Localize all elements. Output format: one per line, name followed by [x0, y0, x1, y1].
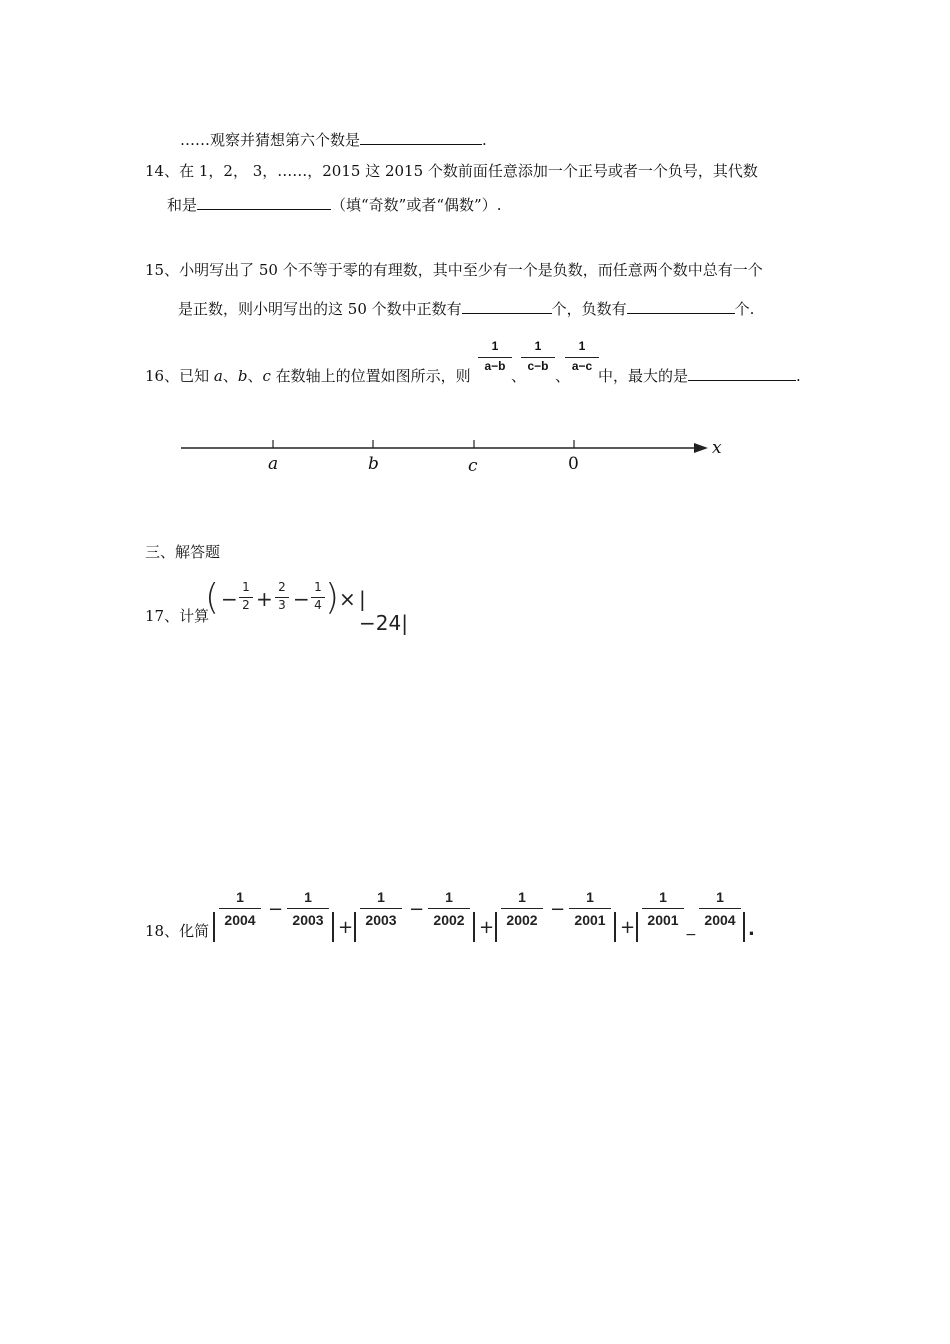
q18-g1-b-num: 1: [287, 888, 329, 909]
q16-frac-sep-2: 、: [555, 367, 571, 385]
section-title: 三、解答题: [145, 543, 221, 561]
q17-frac3-den: 4: [314, 598, 322, 612]
q17-right-paren: ): [325, 577, 340, 618]
q18-g4-b-den: 2004: [704, 912, 736, 928]
q18-g1-a-num: 1: [219, 888, 261, 909]
number-line-arrow: [694, 443, 708, 453]
q17-sign-2: +: [256, 587, 273, 611]
tick-label-b: b: [368, 454, 379, 474]
axis-label-x: x: [712, 438, 722, 458]
q18-g2-a-num: 1: [360, 888, 402, 909]
q16-mid: 在数轴上的位置如图所示，则: [270, 367, 471, 385]
q15-line2-c: 个.: [734, 300, 755, 318]
q14-line2-post: （填“奇数”或者“偶数”）.: [331, 196, 502, 214]
q18-g3-b-den: 2001: [574, 912, 606, 928]
q18-g4-frac-a: [642, 888, 684, 931]
q15-line2-b: 个，负数有: [551, 300, 627, 318]
q18-g2-a-den: 2003: [365, 912, 397, 928]
q17-left-paren: (: [205, 577, 220, 618]
q18-abs-left-1: [213, 912, 215, 942]
q14-line1: 14、在 1，2， 3，……，2015 这 2015 个数前面任意添加一个正号或者一个负号，其代数: [145, 162, 758, 180]
q17-sign-3: −: [293, 587, 310, 611]
q18-g1-frac-b: [287, 888, 329, 931]
q17-frac1-num: 1: [239, 581, 253, 598]
q18-g1-minus: −: [268, 899, 284, 920]
tick-label-a: a: [268, 454, 279, 474]
q17-times: ×: [339, 587, 356, 611]
q18-g2-frac-a: [360, 888, 402, 931]
q18-plus-2: +: [479, 917, 495, 938]
q16-frac2-num: 1: [521, 339, 555, 358]
q16-pre: 16、已知: [145, 367, 214, 385]
q15-line1: 15、小明写出了 50 个不等于零的有理数，其中至少有一个是负数，而任意两个数中总有一个: [145, 261, 763, 279]
q17-frac-3: [311, 581, 325, 613]
q17-frac2-den: 3: [278, 598, 286, 612]
q18-g3-minus: −: [550, 899, 566, 920]
q16-end: .: [796, 367, 801, 385]
q18-abs-left-3: [495, 912, 497, 942]
q18-g1-frac-a: [219, 888, 261, 931]
q18-g2-frac-b: [428, 888, 470, 931]
q18-abs-right-2: [473, 912, 475, 942]
q18-g4-b-num: 1: [699, 888, 741, 909]
q16-post: 中，最大的是: [598, 367, 689, 385]
q18-g1-b-den: 2003: [292, 912, 324, 928]
q17-frac3-num: 1: [311, 581, 325, 598]
q13-text: ……观察并猜想第六个数是: [180, 131, 361, 149]
q18-g4-minus: −: [685, 927, 697, 943]
q15-line2-a: 是正数，则小明写出的这 50 个数中正数有: [178, 300, 462, 318]
q16-sep2: 、: [247, 367, 263, 385]
q18-plus-1: +: [338, 917, 354, 938]
q18-g2-b-num: 1: [428, 888, 470, 909]
q18-abs-left-2: [354, 912, 356, 942]
q16-frac1-den: a−b: [484, 359, 506, 373]
number-line-figure: [0, 0, 950, 500]
q13-end: .: [482, 131, 487, 149]
q18-label: 18、化简: [145, 922, 210, 940]
q17-abs: |−24|: [359, 587, 408, 635]
q18-g2-b-den: 2002: [433, 912, 465, 928]
q18-g3-a-den: 2002: [506, 912, 538, 928]
q17-label: 17、计算: [145, 607, 210, 625]
q18-g4-a-num: 1: [642, 888, 684, 909]
q18-g3-frac-a: [501, 888, 543, 931]
q14-line2-pre: 和是: [167, 196, 198, 214]
q16-var-c: c: [262, 367, 271, 385]
tick-label-0: 0: [568, 454, 579, 474]
q17-frac-2: [275, 581, 289, 613]
q18-abs-left-4: [636, 912, 638, 942]
q16-frac3-num: 1: [565, 339, 599, 358]
q18-abs-right-4: [743, 912, 745, 942]
q18-g3-b-num: 1: [569, 888, 611, 909]
q18-g3-frac-b: [569, 888, 611, 931]
q16-frac3-den: a−c: [571, 359, 593, 373]
q17-frac-1: [239, 581, 253, 613]
q16-var-a: a: [213, 367, 223, 385]
q16-frac1-num: 1: [478, 339, 512, 358]
tick-label-c: c: [468, 456, 478, 476]
q18-abs-right-3: [614, 912, 616, 942]
q16-sep1: 、: [222, 367, 238, 385]
q18-g3-a-num: 1: [501, 888, 543, 909]
q18-plus-3: +: [620, 917, 636, 938]
q17-frac2-num: 2: [275, 581, 289, 598]
q18-g1-a-den: 2004: [224, 912, 256, 928]
q18-g4-a-den: 2001: [647, 912, 679, 928]
q17-sign-1: −: [221, 587, 238, 611]
q16-frac2-den: c−b: [527, 359, 549, 373]
q18-end: .: [748, 919, 755, 940]
q18-abs-right-1: [332, 912, 334, 942]
q16-frac-sep-1: 、: [511, 367, 527, 385]
q16-var-b: b: [237, 367, 248, 385]
q18-g2-minus: −: [409, 899, 425, 920]
q17-frac1-den: 2: [242, 598, 250, 612]
q18-g4-frac-b: [699, 888, 741, 931]
